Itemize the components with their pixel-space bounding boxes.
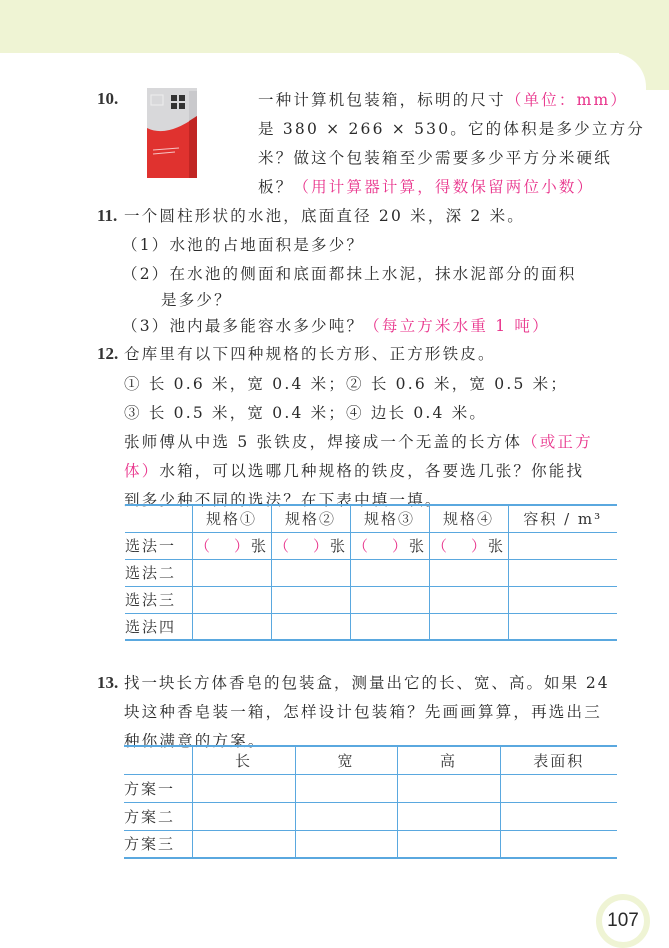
q13-header-cell: 长 (192, 746, 295, 774)
q11-sub-3-text: （3）池内最多能容水多少吨？ (122, 317, 365, 335)
answer-cell[interactable] (192, 532, 271, 559)
paren-open: （ (273, 537, 291, 555)
q12-para-line-3: 到多少种不同的选法？在下表中填一填。 (124, 491, 443, 509)
answer-cell[interactable] (192, 586, 271, 613)
answer-cell[interactable] (192, 613, 271, 640)
q12-header-cell: 规格① (192, 505, 271, 532)
q12-table-header-row (125, 505, 617, 532)
height-cell[interactable] (397, 830, 500, 858)
table-row (125, 559, 617, 586)
q12-para-note: （或正方 (522, 433, 593, 451)
q12-number: 12. (97, 344, 119, 363)
q12-spec-1: ① 长 0.6 米，宽 0.4 米； (124, 375, 347, 393)
paren-close: ） (312, 537, 330, 555)
height-cell[interactable] (397, 802, 500, 830)
surface-area-cell[interactable] (500, 830, 617, 858)
q10-unit-note: （单位：mm） (505, 91, 629, 109)
answer-cell[interactable] (350, 586, 429, 613)
row-label: 选法一 (125, 532, 192, 559)
row-label: 选法二 (125, 559, 192, 586)
page-number (596, 894, 650, 948)
height-cell[interactable] (397, 774, 500, 802)
volume-cell[interactable] (508, 613, 617, 640)
row-label: 方案一 (124, 774, 192, 802)
volume-cell[interactable] (508, 559, 617, 586)
paren-open: （ (352, 537, 370, 555)
answer-cell[interactable] (350, 532, 429, 559)
answer-cell[interactable] (429, 559, 508, 586)
q12-header-cell: 规格③ (350, 505, 429, 532)
paren-close: ） (391, 537, 409, 555)
table-row (125, 532, 617, 559)
width-cell[interactable] (295, 830, 397, 858)
q13-header-cell (124, 746, 192, 774)
unit-label: 张 (330, 537, 348, 555)
unit-label: 张 (409, 537, 427, 555)
volume-cell[interactable] (508, 532, 617, 559)
q12-header-cell: 规格② (271, 505, 350, 532)
q12-stem: 仓库里有以下四种规格的长方形、正方形铁皮。 (124, 345, 496, 363)
answer-cell[interactable] (271, 586, 350, 613)
q12-table (125, 504, 617, 641)
packaging-box-image (143, 88, 201, 184)
row-label: 方案二 (124, 802, 192, 830)
q13-table (124, 745, 617, 859)
q13-header-cell: 宽 (295, 746, 397, 774)
q12-para-text: 水箱，可以选哪几种规格的铁皮，各要选几张？你能找 (159, 462, 585, 480)
q13-line-2: 块这种香皂装一箱，怎样设计包装箱？先画画算算，再选出三 (124, 703, 602, 721)
paren-close: ） (470, 537, 488, 555)
volume-cell[interactable] (508, 586, 617, 613)
table-row (124, 830, 617, 858)
length-cell[interactable] (192, 774, 295, 802)
q11-sub-2-line-2: 是多少？ (161, 291, 232, 309)
q12-spec-3: ③ 长 0.5 米，宽 0.4 米； (124, 404, 347, 422)
q10-text: 一种计算机包装箱，标明的尺寸 (258, 91, 506, 109)
q12-para-note: 体） (124, 462, 160, 480)
q11-stem: 一个圆柱形状的水池，底面直径 20 米，深 2 米。 (124, 207, 525, 225)
row-label: 选法三 (125, 586, 192, 613)
q10-line-1 (258, 86, 628, 114)
page-number-text: 107 (607, 910, 639, 931)
width-cell[interactable] (295, 774, 397, 802)
q13-header-cell: 高 (397, 746, 500, 774)
q11-sub-3-note: （每立方米水重 1 吨） (364, 317, 550, 335)
q11-sub-3 (122, 312, 550, 340)
paren-open: （ (431, 537, 449, 555)
row-label: 方案三 (124, 830, 192, 858)
unit-label: 张 (251, 537, 269, 555)
q12-header-cell: 规格④ (429, 505, 508, 532)
table-row (124, 802, 617, 830)
q10-line-2: 是 380 × 266 × 530。它的体积是多少立方分 (258, 120, 645, 138)
q10-text: 板？ (258, 178, 294, 196)
q12-spec-2: ② 长 0.6 米，宽 0.5 米； (346, 375, 569, 393)
table-row (124, 774, 617, 802)
q12-para-line-2 (124, 457, 584, 485)
unit-label: 张 (488, 537, 506, 555)
q12-header-cell: 容积 / m³ (508, 505, 617, 532)
answer-cell[interactable] (350, 559, 429, 586)
paren-close: ） (233, 537, 251, 555)
answer-cell[interactable] (271, 532, 350, 559)
q12-header-cell (125, 505, 192, 532)
answer-cell[interactable] (192, 559, 271, 586)
row-label: 选法四 (125, 613, 192, 640)
answer-cell[interactable] (429, 532, 508, 559)
top-decorative-band (0, 0, 669, 53)
answer-cell[interactable] (271, 559, 350, 586)
answer-cell[interactable] (271, 613, 350, 640)
answer-cell[interactable] (350, 613, 429, 640)
q12-para-line-1 (124, 428, 593, 456)
paren-open: （ (194, 537, 212, 555)
q12-spec-4: ④ 边长 0.4 米。 (346, 404, 488, 422)
table-row (125, 586, 617, 613)
q10-line-4 (258, 173, 594, 201)
q10-number: 10. (97, 89, 119, 108)
q13-number: 13. (97, 673, 119, 692)
q13-table-header-row (124, 746, 617, 774)
length-cell[interactable] (192, 830, 295, 858)
answer-cell[interactable] (429, 613, 508, 640)
q13-header-cell: 表面积 (500, 746, 617, 774)
surface-area-cell[interactable] (500, 774, 617, 802)
q11-number: 11. (97, 206, 118, 225)
length-cell[interactable] (192, 802, 295, 830)
q11-sub-2-line-1: （2）在水池的侧面和底面都抹上水泥，抹水泥部分的面积 (122, 265, 577, 283)
q13-line-1: 找一块长方体香皂的包装盒，测量出它的长、宽、高。如果 24 (124, 674, 610, 692)
surface-area-cell[interactable] (500, 802, 617, 830)
answer-cell[interactable] (429, 586, 508, 613)
table-row (125, 613, 617, 640)
q10-rounding-note: （用计算器计算，得数保留两位小数） (293, 178, 595, 196)
q13-line-3: 种你满意的方案。 (124, 732, 266, 750)
q11-sub-1: （1）水池的占地面积是多少？ (122, 236, 365, 254)
q12-para-text: 张师傅从中选 5 张铁皮，焊接成一个无盖的长方体 (124, 433, 523, 451)
width-cell[interactable] (295, 802, 397, 830)
q10-line-3: 米？做这个包装箱至少需要多少平方分米硬纸 (258, 149, 613, 167)
